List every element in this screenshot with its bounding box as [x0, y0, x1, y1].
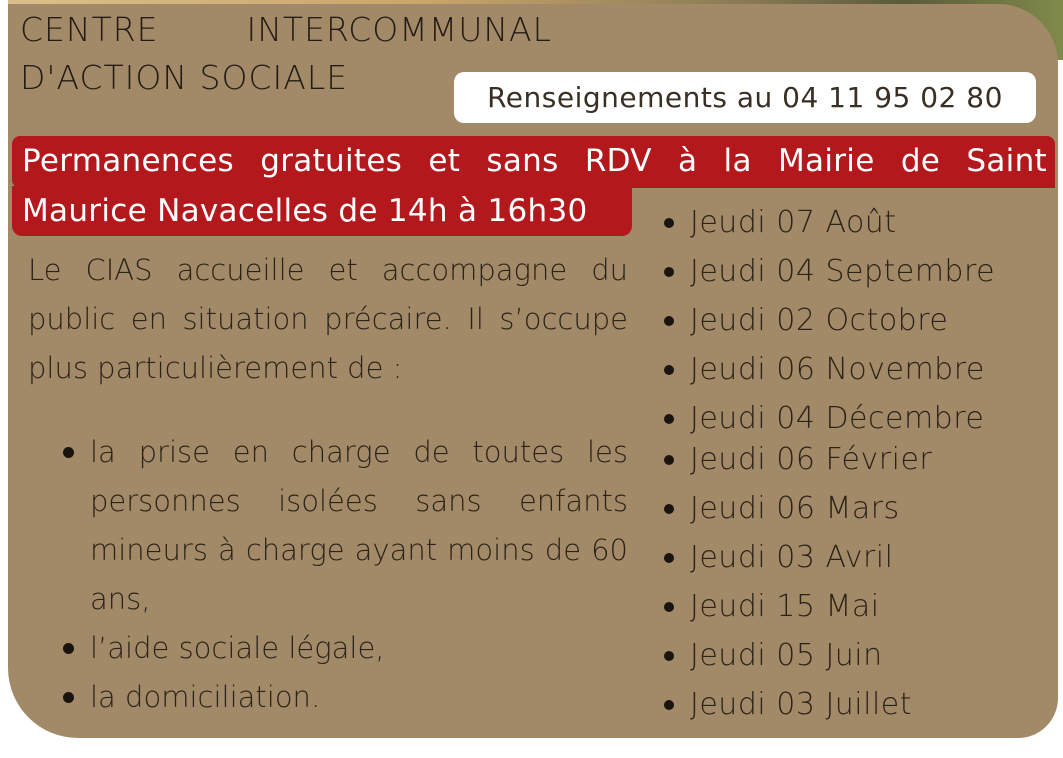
date-item: Jeudi 07 Août [662, 198, 1057, 247]
intro-paragraph: Le CIAS accueille et accompagne du public en situation précaire. Il s’occupe plus particulièrement de : [28, 253, 628, 385]
bullet-icon [63, 643, 74, 654]
date-item: Jeudi 04 Décembre [662, 394, 1057, 435]
title-word-centre: CENTRE [20, 10, 159, 49]
bullet-icon [664, 365, 674, 375]
date-item: Jeudi 04 Septembre [662, 247, 1057, 296]
bullet-icon [664, 455, 674, 465]
date-item: Jeudi 03 Avril [662, 533, 1057, 582]
date-item: Jeudi 02 Octobre [662, 296, 1057, 345]
title-word-intercommunal: INTERCOMMUNAL [246, 10, 552, 49]
service-item: la domiciliation. [60, 673, 628, 722]
bullet-icon [664, 553, 674, 563]
service-item: la prise en charge de toutes les personnes isolées sans enfants mineurs à charge ayant moins de 60 ans, [60, 428, 628, 624]
date-item: Jeudi 06 Février [662, 435, 1057, 484]
bullet-icon [664, 267, 674, 277]
bullet-icon [664, 414, 674, 424]
bullet-icon [63, 692, 74, 703]
bullet-icon [664, 316, 674, 326]
bullet-icon [664, 504, 674, 514]
page-margin [0, 0, 8, 758]
bullet-icon [664, 651, 674, 661]
date-item: Jeudi 05 Juin [662, 631, 1057, 680]
banner-line-1: Permanences gratuites et sans RDV à la Mairie de Saint [12, 136, 1055, 188]
dates-list [662, 198, 1057, 729]
title-line-2: D'ACTION SOCIALE [20, 58, 349, 97]
date-item: Jeudi 06 Mars [662, 484, 1057, 533]
date-item: Jeudi 15 Mai [662, 582, 1057, 631]
date-item: Jeudi 06 Novembre [662, 345, 1057, 394]
bullet-icon [664, 218, 674, 228]
date-item: Jeudi 03 Juillet [662, 680, 1057, 729]
services-list [60, 428, 628, 722]
banner-line-2: Maurice Navacelles de 14h à 16h30 [12, 186, 632, 236]
bullet-icon [664, 700, 674, 710]
bullet-icon [664, 602, 674, 612]
service-item: l’aide sociale légale, [60, 624, 628, 673]
contact-phone-box: Renseignements au 04 11 95 02 80 [454, 72, 1036, 123]
bullet-icon [63, 447, 74, 458]
title-line-1 [20, 6, 552, 54]
